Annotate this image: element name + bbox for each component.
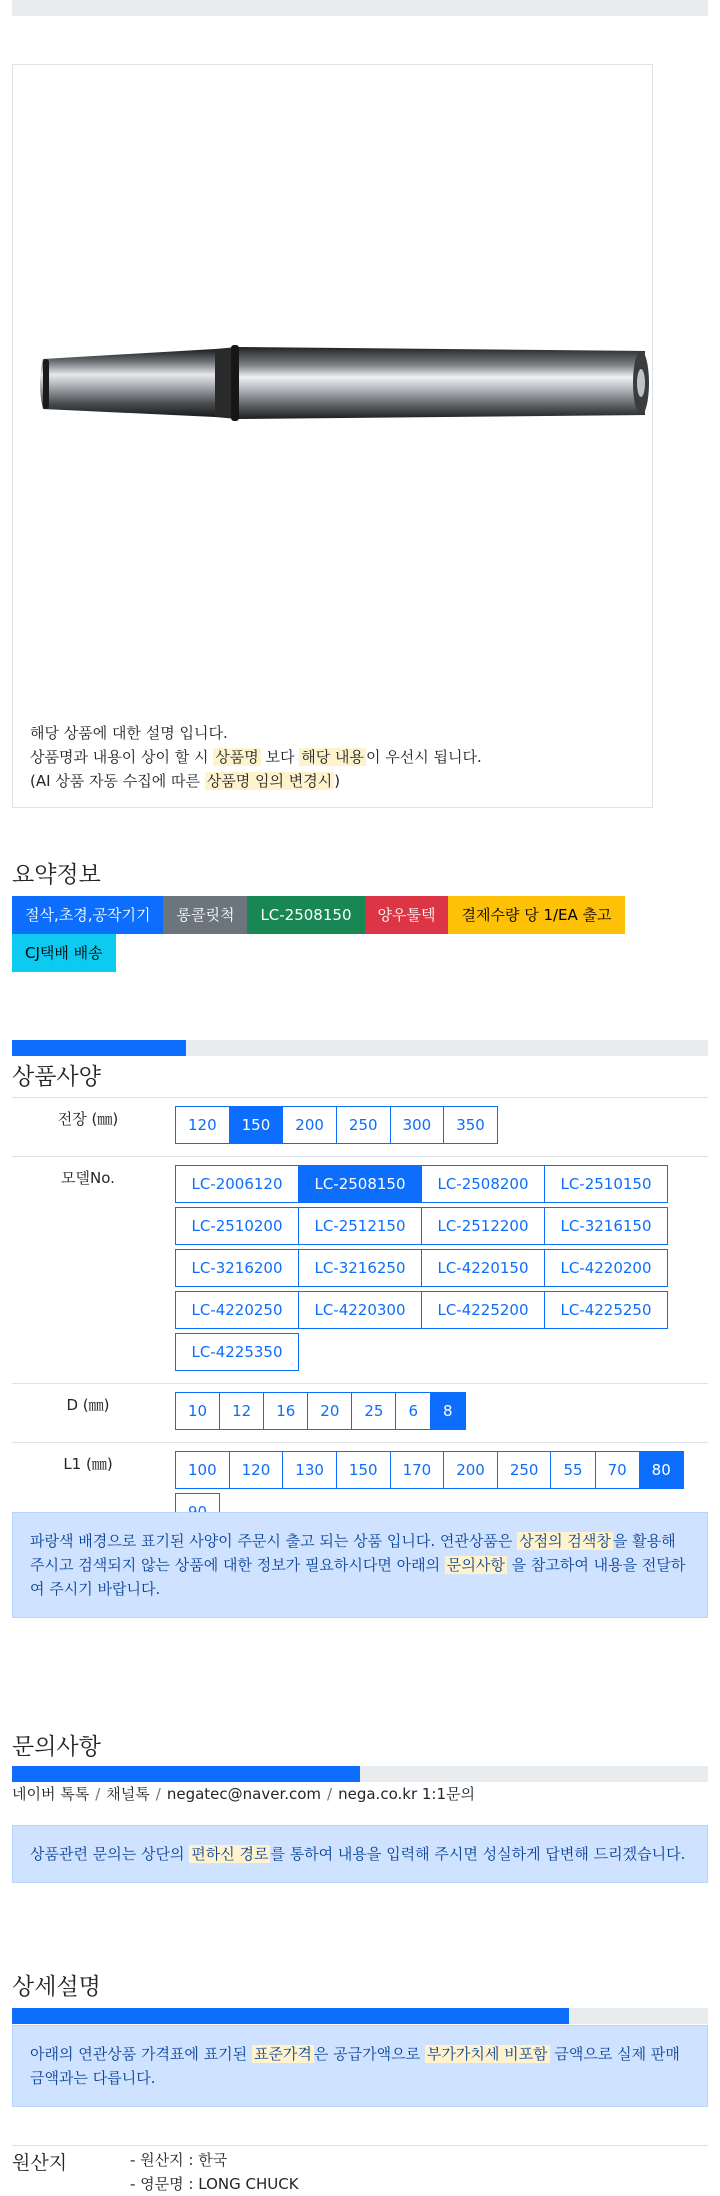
spec-option-button[interactable]: 250 bbox=[336, 1106, 391, 1144]
spec-label: 전장 (㎜) bbox=[57, 1110, 119, 1128]
spec-option-button[interactable]: 100 bbox=[175, 1451, 230, 1489]
description-text: 상품명과 내용이 상이 할 시 bbox=[30, 748, 209, 766]
spec-option-button[interactable]: 20 bbox=[307, 1392, 352, 1430]
detail-notice bbox=[12, 2025, 708, 2107]
highlight-route: 편하신 경로 bbox=[191, 1845, 269, 1863]
origin-item: - 영문명 : LONG CHUCK bbox=[130, 2175, 299, 2193]
spec-row bbox=[12, 1098, 708, 1157]
spec-option-button[interactable]: 16 bbox=[263, 1392, 308, 1430]
description-line-1: 해당 상품에 대한 설명 입니다. bbox=[30, 724, 228, 742]
specs-title: 상품사양 bbox=[12, 1064, 101, 1090]
link-separator: / bbox=[95, 1785, 101, 1803]
inquiry-progress-fill bbox=[12, 1766, 360, 1782]
description-line-3 bbox=[30, 769, 482, 793]
spec-option-button[interactable]: 70 bbox=[595, 1451, 640, 1489]
spec-option-button[interactable]: LC-2510200 bbox=[175, 1207, 299, 1245]
origin-list bbox=[130, 2148, 299, 2196]
notice-text: 을 참고하여 내용을 전달하여 주시기 바랍니다. bbox=[30, 1556, 686, 1598]
origin-divider bbox=[12, 2145, 708, 2146]
spec-option-button[interactable]: 170 bbox=[390, 1451, 445, 1489]
spec-option-button[interactable]: 6 bbox=[395, 1392, 431, 1430]
spec-option-button[interactable]: 55 bbox=[550, 1451, 595, 1489]
summary-badge: 롱콜릿척 bbox=[163, 896, 247, 934]
spec-option-button[interactable]: LC-4225200 bbox=[421, 1291, 545, 1329]
spec-option-button[interactable]: 12 bbox=[219, 1392, 264, 1430]
notice-text: 파랑색 배경으로 표기된 사양이 주문시 출고 되는 상품 입니다. 연관상품은 bbox=[30, 1532, 513, 1550]
inquiry-title: 문의사항 bbox=[12, 1734, 101, 1760]
spec-option-button[interactable]: 200 bbox=[443, 1451, 498, 1489]
detail-title: 상세설명 bbox=[12, 1974, 101, 2000]
description-line-2 bbox=[30, 745, 482, 769]
spec-option-button[interactable]: LC-2512150 bbox=[298, 1207, 422, 1245]
detail-progress bbox=[12, 2008, 708, 2024]
summary-badge: CJ택배 배송 bbox=[12, 934, 116, 972]
spec-option-button[interactable]: 8 bbox=[430, 1392, 466, 1430]
specs-progress bbox=[12, 1040, 708, 1056]
origin-item: - 원산지 : 한국 bbox=[130, 2151, 228, 2169]
inquiry-notice bbox=[12, 1825, 708, 1883]
link-separator: / bbox=[327, 1785, 333, 1803]
summary-badges bbox=[12, 896, 712, 972]
description-text: 이 우선시 됩니다. bbox=[366, 748, 482, 766]
description-text: ) bbox=[334, 772, 341, 790]
product-description bbox=[30, 721, 482, 793]
spec-row bbox=[12, 1384, 708, 1443]
notice-text: 상품관련 문의는 상단의 bbox=[30, 1845, 185, 1863]
spec-row bbox=[12, 1157, 708, 1384]
notice-text: 를 통하여 내용을 입력해 주시면 성실하게 답변해 드리겠습니다. bbox=[270, 1845, 686, 1863]
inquiry-progress bbox=[12, 1766, 708, 1782]
highlight-search: 상점의 검색창 bbox=[519, 1532, 611, 1550]
spec-option-button[interactable]: 250 bbox=[497, 1451, 552, 1489]
highlight-name-change: 상품명 임의 변경시 bbox=[206, 772, 333, 790]
spec-option-button[interactable]: LC-4225350 bbox=[175, 1333, 299, 1371]
summary-badge: 절삭,초경,공작기기 bbox=[12, 896, 163, 934]
spec-option-button[interactable]: LC-4220150 bbox=[421, 1249, 545, 1287]
origin-title: 원산지 bbox=[12, 2152, 68, 2174]
highlight-product-name: 상품명 bbox=[215, 748, 259, 766]
spec-label: L1 (㎜) bbox=[63, 1455, 113, 1473]
specs-progress-fill bbox=[12, 1040, 186, 1056]
spec-option-button[interactable]: 300 bbox=[390, 1106, 445, 1144]
spec-option-button[interactable]: LC-4225250 bbox=[544, 1291, 668, 1329]
highlight-content: 해당 내용 bbox=[301, 748, 365, 766]
spec-options bbox=[164, 1157, 708, 1383]
spec-option-button[interactable]: 150 bbox=[229, 1106, 284, 1144]
product-image-box bbox=[12, 64, 653, 808]
detail-progress-fill bbox=[12, 2008, 569, 2024]
spec-option-button[interactable]: 200 bbox=[282, 1106, 337, 1144]
specs-notice bbox=[12, 1512, 708, 1618]
inquiry-link[interactable]: nega.co.kr 1:1문의 bbox=[338, 1785, 475, 1803]
notice-text: 을 활용해 주시고 검색되지 않는 상품에 대한 정보가 필요하시다면 아래의 bbox=[30, 1532, 676, 1574]
notice-text: 금액으로 실제 판매금액과는 다릅니다. bbox=[30, 2045, 680, 2087]
spec-option-button[interactable]: 130 bbox=[282, 1451, 337, 1489]
spec-option-button[interactable]: LC-3216200 bbox=[175, 1249, 299, 1287]
top-bar bbox=[12, 0, 708, 16]
spec-option-button[interactable]: LC-2512200 bbox=[421, 1207, 545, 1245]
description-text: 보다 bbox=[265, 748, 295, 766]
spec-label: D (㎜) bbox=[66, 1396, 110, 1414]
inquiry-link[interactable]: 채널톡 bbox=[106, 1785, 150, 1803]
product-image bbox=[35, 335, 650, 435]
inquiry-link[interactable]: 네이버 톡톡 bbox=[12, 1785, 90, 1803]
notice-text: 은 공급가액으로 bbox=[313, 2045, 421, 2063]
highlight-inquiry: 문의사항 bbox=[446, 1556, 505, 1574]
summary-title: 요약정보 bbox=[12, 862, 101, 888]
summary-badge: LC-2508150 bbox=[247, 896, 364, 934]
spec-option-button[interactable]: 10 bbox=[175, 1392, 220, 1430]
spec-option-button[interactable]: LC-4220200 bbox=[544, 1249, 668, 1287]
spec-option-button[interactable]: 25 bbox=[351, 1392, 396, 1430]
highlight-vat-excluded: 부가가치세 비포함 bbox=[426, 2045, 548, 2063]
inquiry-links bbox=[12, 1783, 475, 1804]
notice-text: 아래의 연관상품 가격표에 표기된 bbox=[30, 2045, 248, 2063]
spec-option-button[interactable]: LC-4220300 bbox=[298, 1291, 422, 1329]
spec-option-button[interactable]: 350 bbox=[443, 1106, 498, 1144]
link-separator: / bbox=[155, 1785, 161, 1803]
description-text: (AI 상품 자동 수집에 따른 bbox=[30, 772, 201, 790]
spec-option-button[interactable]: LC-3216250 bbox=[298, 1249, 422, 1287]
spec-option-button[interactable]: LC-3216150 bbox=[544, 1207, 668, 1245]
inquiry-link[interactable]: negatec@naver.com bbox=[166, 1785, 322, 1803]
spec-option-button[interactable]: 80 bbox=[639, 1451, 684, 1489]
spec-label: 모델No. bbox=[61, 1169, 115, 1187]
spec-option-button[interactable]: LC-2508200 bbox=[421, 1165, 545, 1203]
spec-option-button[interactable]: LC-2508150 bbox=[298, 1165, 422, 1203]
spec-option-button[interactable]: 120 bbox=[229, 1451, 284, 1489]
spec-options bbox=[164, 1098, 708, 1156]
highlight-standard-price: 표준가격 bbox=[253, 2045, 312, 2063]
spec-option-button[interactable]: 150 bbox=[336, 1451, 391, 1489]
summary-badge: 결제수량 당 1/EA 출고 bbox=[448, 896, 624, 934]
spec-table bbox=[12, 1097, 708, 1544]
spec-option-button[interactable]: 120 bbox=[175, 1106, 230, 1144]
spec-option-button[interactable]: LC-4220250 bbox=[175, 1291, 299, 1329]
spec-options bbox=[164, 1384, 708, 1442]
spec-option-button[interactable]: LC-2006120 bbox=[175, 1165, 299, 1203]
summary-badge: 양우툴텍 bbox=[365, 896, 449, 934]
spec-option-button[interactable]: LC-2510150 bbox=[544, 1165, 668, 1203]
